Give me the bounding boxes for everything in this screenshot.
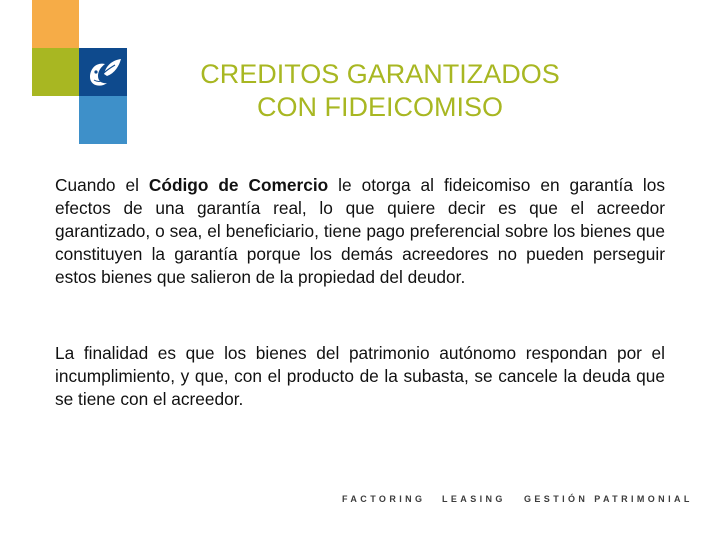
decor-block-green [32,48,79,96]
footer-services [342,494,693,508]
footer-item-gestion-patrimonial: GESTIÓN PATRIMONIAL [524,494,693,504]
footer-item-factoring: FACTORING [342,494,426,504]
decor-block-blue [79,96,127,144]
paragraph-1 [55,174,665,289]
paragraph-1-body: le otorga al fideicomiso en garantía los efectos de una garantía real, lo que quiere decir es que el acreedor garantizado, o sea, el beneficiario, tiene pago preferencial sobre los bienes que constituyen la garantía porque los demás acreedores no pueden perseguir estos bienes que salieron de la propiedad del deudor. [55,175,665,287]
paragraph-1-intro: Cuando el [55,175,149,195]
paragraph-2: La finalidad es que los bienes del patrimonio autónomo respondan por el incumplimiento, y que, con el producto de la subasta, se cancele la deuda que se tiene con el acreedor. [55,343,665,409]
page-title [150,58,610,124]
title-line-1: CREDITOS GARANTIZADOS [200,59,560,89]
footer-item-leasing: LEASING [442,494,506,504]
paragraph-1-bold-term: Código de Comercio [148,175,329,195]
decor-block-orange [32,0,79,48]
bird-leaf-logo-icon [84,53,124,93]
title-line-2: CON FIDEICOMISO [256,92,503,122]
